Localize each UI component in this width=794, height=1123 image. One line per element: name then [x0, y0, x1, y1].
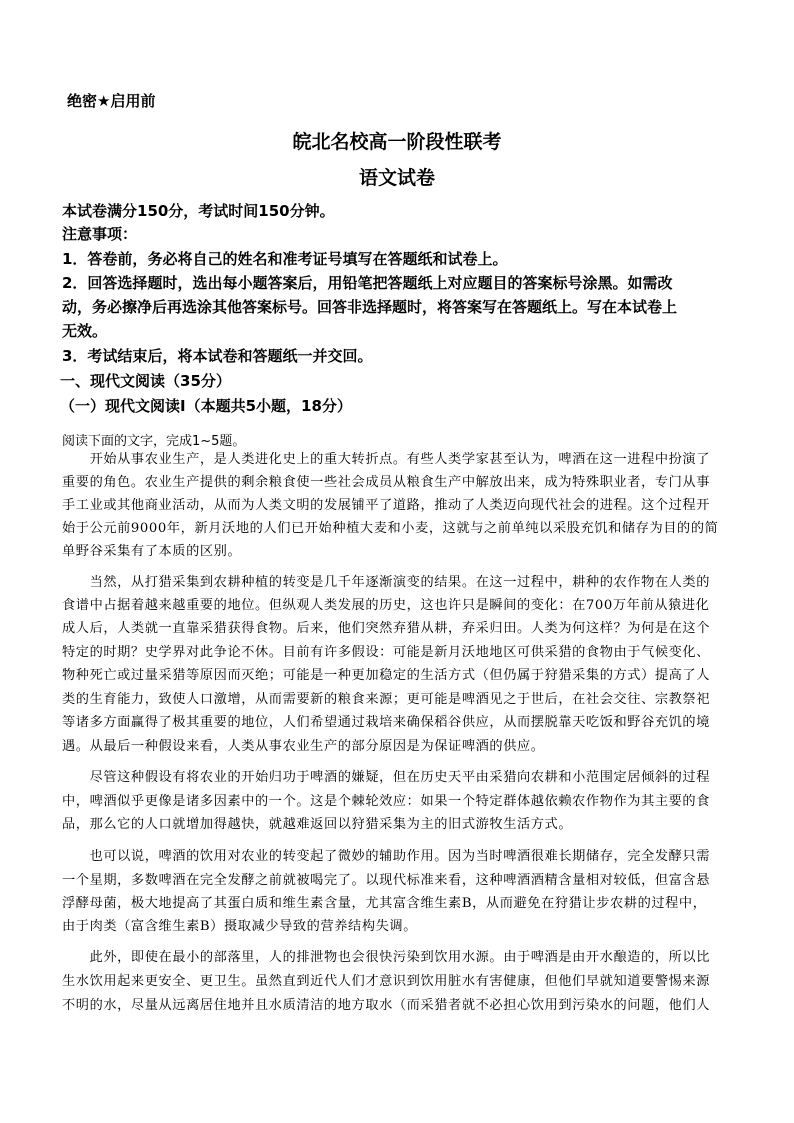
confidential-mark: 绝密★启用前 [67, 92, 156, 110]
exam-subtitle: 语文试卷 [358, 167, 435, 189]
notice-item-2-line-3: 无效。 [62, 322, 108, 340]
passage-line: 物种死亡或过量采猎等原因而灭绝；可能是一种更加稳定的生活方式（但仍属于狩猎采集的方式）提高了人 [62, 668, 711, 683]
passage-line: 等诸多方面赢得了极其重要的地位，人们希望通过栽培来确保稻谷供应，从而摆脱靠天吃饭和野谷充饥的境 [62, 715, 711, 730]
passage-line: 类的生育能力，致使人口激增，从而需要新的粮食来源；更可能是啤酒见之于世后，在社会交往、宗教祭祀 [62, 692, 711, 707]
passage-line: 特定的时期？史学界对此争论不休。目前有许多假设：可能是新月沃地地区可供采猎的食物由于气候变化、 [62, 645, 711, 660]
passage-line: 手工业或其他商业活动，从而为人类文明的发展铺平了道路，推动了人类迈向现代社会的进程。这个过程开 [62, 498, 711, 513]
notice-heading: 注意事项： [62, 225, 138, 243]
exam-title: 皖北名校高一阶段性联考 [292, 131, 502, 153]
passage-line: 始于公元前9000年，新月沃地的人们已开始种植大麦和小麦，这就与之前单纯以采股充饥和储存为目的的简 [62, 521, 719, 536]
passage-line: 浮酵母菌，极大地提高了其蛋白质和维生素含量，尤其富含维生素B，从而避免在狩猎让步农耕的过程中， [62, 896, 707, 911]
passage-line: 生水饮用起来更安全、更卫生。虽然直到近代人们才意识到饮用脏水有害健康，但他们早就知道要警惕来源 [62, 974, 711, 989]
notice-item-3: 3．考试结束后，将本试卷和答题纸一并交回。 [62, 347, 373, 365]
passage-line: 食谱中占据着越来越重要的地位。但纵观人类发展的历史，这也许只是瞬间的变化：在700万年前从猿进化 [62, 598, 710, 613]
passage-line: 遇。从最后一种假设来看，人类从事农业生产的部分原因是为保证啤酒的供应。 [62, 739, 545, 754]
reading-instruction: 阅读下面的文字，完成1~5题。 [62, 434, 246, 449]
passage-line: 一个星期，多数啤酒在完全发酵之前就被喝完了。以现代标准来看，这种啤酒酒精含量相对较低，但富含悬 [62, 873, 711, 888]
passage-line: 中，啤酒似乎更像是诸多因素中的一个。这是个棘轮效应：如果一个特定群体越依赖农作物作为其主要的食 [62, 794, 711, 809]
score-line: 本试卷满分150分，考试时间150分钟。 [62, 202, 335, 220]
passage-line: 成人后，人类就一直靠采猎获得食物。后来，他们突然弃猎从耕，弃采归田。人类为何这样？为何是在这个 [62, 621, 711, 636]
section-heading: 一、现代文阅读（35分） [60, 372, 231, 390]
notice-item-2-line-2: 动，务必擦净后再选涂其他答案标号。回答非选择题时，将答案写在答题纸上。写在本试卷上 [62, 298, 678, 316]
passage-line: 开始从事农业生产，是人类进化史上的重大转折点。有些人类学家甚至认为，啤酒在这一进程中扮演了 [62, 452, 711, 467]
passage-line: 重要的角色。农业生产提供的剩余粮食使一些社会成员从粮食生产中解放出来，成为特殊职业者，专门从事 [62, 475, 711, 490]
passage-line: 单野谷采集有了本质的区别。 [62, 544, 242, 559]
passage-line: 此外，即使在最小的部落里，人的排泄物也会很快污染到饮用水源。由于啤酒是由开水酿造的，所以比 [62, 950, 711, 965]
notice-item-2-line-1: 2．回答选择题时，选出每小题答案后，用铅笔把答题纸上对应题目的答案标号涂黑。如需改 [62, 274, 673, 292]
passage-line: 由于肉类（富含维生素B）摄取减少导致的营养结构失调。 [62, 919, 417, 934]
passage-line: 品，那么它的人口就增加得越快，就越难返回以狩猎采集为主的旧式游牧生活方式。 [62, 817, 573, 832]
passage-line: 也可以说，啤酒的饮用对农业的转变起了微妙的辅助作用。因为当时啤酒很难长期储存，完全发酵只需 [62, 849, 711, 864]
passage-line: 尽管这种假设有将农业的开始归功于啤酒的嫌疑，但在历史天平由采猎向农耕和小范围定居倾斜的过程 [62, 770, 711, 785]
passage-line: 当然，从打猎采集到农耕种植的转变是几千年逐渐演变的结果。在这一过程中，耕种的农作物在人类的 [62, 575, 711, 590]
passage-line: 不明的水，尽量从远离居住地并且水质清洁的地方取水（而采猎者就不必担心饮用到污染水的问题，他们人 [62, 998, 711, 1013]
notice-item-1: 1．答卷前，务必将自己的姓名和准考证号填写在答题纸和试卷上。 [62, 250, 508, 268]
sub-section-heading: （一）现代文阅读Ⅰ（本题共5小题，18分） [60, 397, 352, 415]
